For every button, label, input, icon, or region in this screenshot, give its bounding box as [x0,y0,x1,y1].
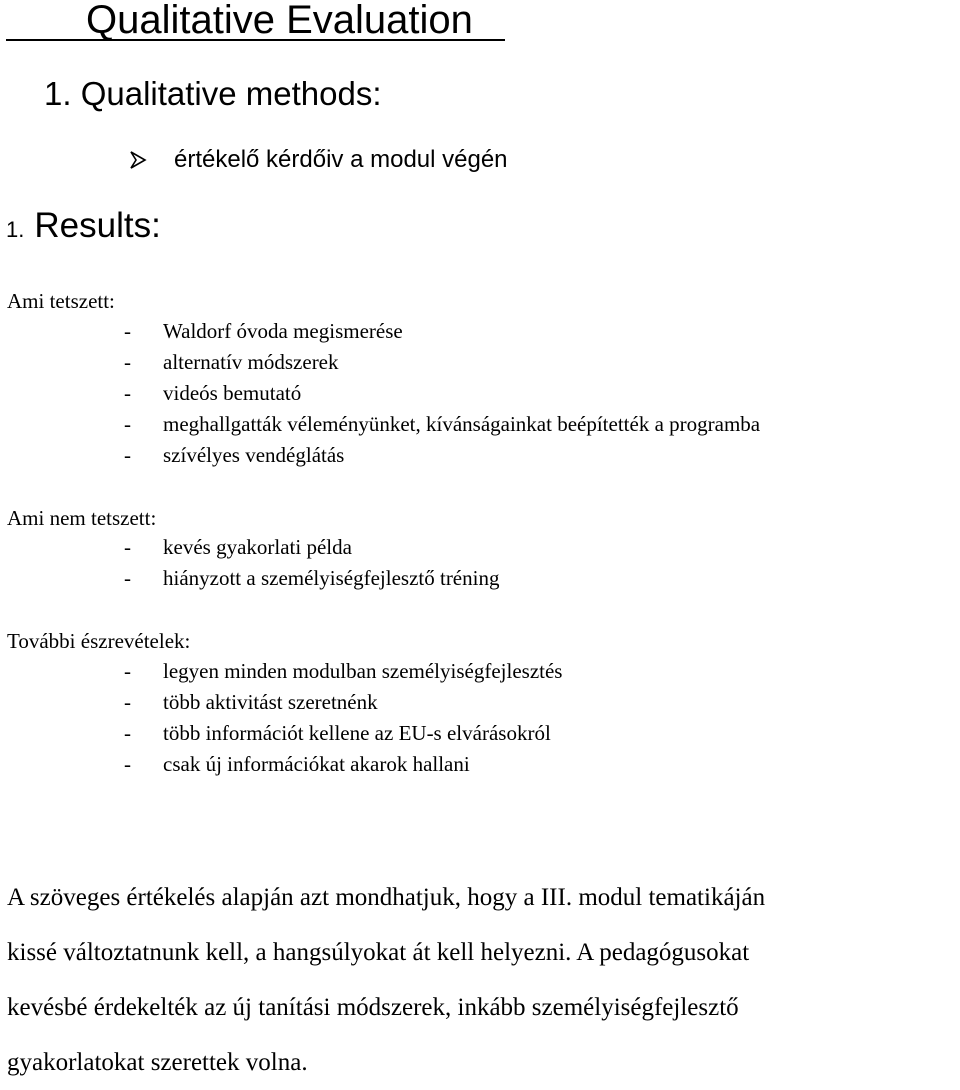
dash-marker: - [124,752,131,776]
disliked-label: Ami nem tetszett: [7,506,157,530]
list-item-text: csak új információkat akarok hallani [163,752,470,776]
list-item-text: meghallgatták véleményünket, kívánságainkat beépítették a programba [163,412,761,436]
results-number: 1. [6,217,25,242]
dash-marker: - [124,690,131,714]
list-item-text: több információt kellene az EU-s elvárásokról [163,721,551,745]
dash-marker: - [124,350,131,374]
list-item-text: videós bemutató [163,381,302,405]
conclusion-line: kissé változtatnunk kell, a hangsúlyokat át kell helyezni. A pedagógusokat [7,939,750,966]
section-heading-results [6,206,161,246]
results-heading-text: Results: [34,206,161,245]
list-item-text: szívélyes vendéglátás [163,443,345,467]
conclusion-paragraph [7,870,957,1090]
list-item-text: legyen minden modulban személyiségfejlesztés [163,659,563,683]
conclusion-line: gyakorlatokat szerettek volna. [7,1049,308,1076]
dash-marker: - [124,535,131,559]
conclusion-line: kevésbé érdekelték az új tanítási módszerek, inkább személyiségfejlesztő [7,994,739,1021]
conclusion-line: A szöveges értékelés alapján azt mondhatjuk, hogy a III. modul tematikáján [7,884,766,911]
arrowhead-bullet-icon [128,150,148,170]
dash-marker: - [124,443,131,467]
list-item-text: kevés gyakorlati példa [163,535,352,559]
methods-bullet-text: értékelő kérdőiv a modul végén [174,146,508,173]
liked-label: Ami tetszett: [7,289,115,313]
dash-marker: - [124,566,131,590]
page-title: Qualitative Evaluation [86,0,473,42]
list-item-text: Waldorf óvoda megismerése [163,319,403,343]
section-heading-methods: 1. Qualitative methods: [44,75,382,112]
list-item-text: hiányzott a személyiségfejlesztő tréning [163,566,500,590]
list-item-text: több aktivitást szeretnénk [163,690,378,714]
dash-marker: - [124,412,131,436]
dash-marker: - [124,721,131,745]
dash-marker: - [124,381,131,405]
remarks-label: További észrevételek: [7,629,191,653]
dash-marker: - [124,319,131,343]
dash-marker: - [124,659,131,683]
list-item-text: alternatív módszerek [163,350,339,374]
